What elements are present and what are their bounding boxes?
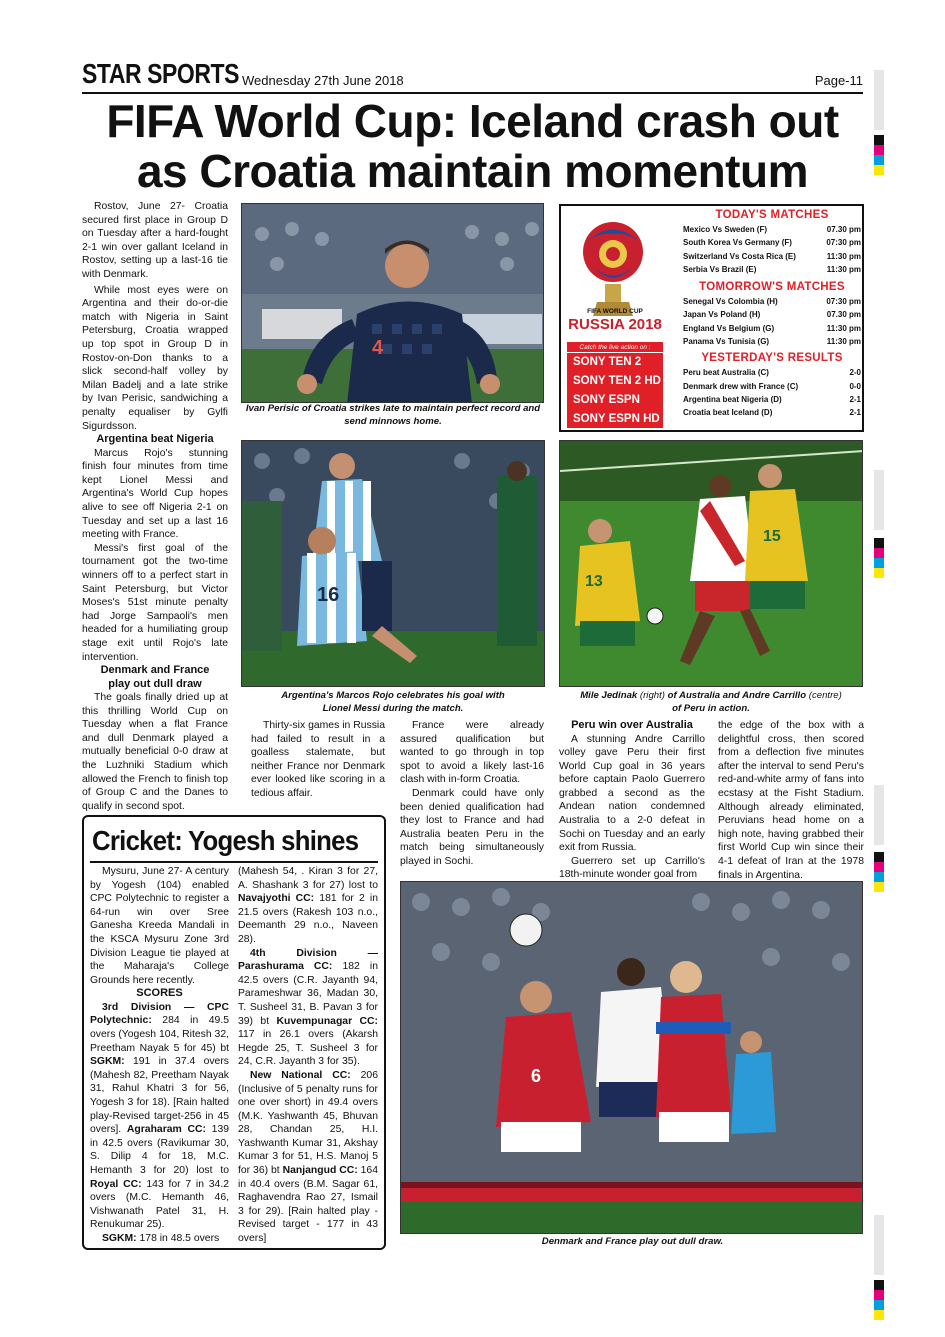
svg-text:6: 6 xyxy=(531,1066,542,1086)
margin-strip xyxy=(874,1215,884,1275)
cmyk-marks xyxy=(874,135,884,175)
cmyk-marks xyxy=(874,538,884,578)
cricket-rule xyxy=(90,861,378,863)
today-row: Mexico Vs Sweden (F) 07.30 pm xyxy=(683,225,861,234)
lead-paragraph-1: Rostov, June 27- Croatia secured first place in Group D on Tuesday after a hard-fought 2-1 win over gallant Iceland in Rostov, setting up a last-16 tie with Denmark. xyxy=(82,201,228,280)
subhead-denmark-1: Denmark and France xyxy=(100,664,210,677)
tomorrow-row: England Vs Belgium (G) 11:30 pm xyxy=(683,323,861,333)
today-row: South Korea Vs Germany (F) 07:30 pm xyxy=(683,238,861,248)
cmyk-marks xyxy=(874,1280,884,1320)
logo-text-2: RUSSIA 2018 xyxy=(568,316,662,333)
denmark-paragraph: The goals finally dried up at this thrilling World Cup on Tuesday when a flat France and dull Denmark played a mutually beneficial 0-0 draw at the Luzhniki Stadium which allowed the French to finish top of Group C and the Danes to qualify in second spot. xyxy=(82,692,228,812)
catch-live-label: Catch the live action on : xyxy=(567,342,663,353)
headline-line-1: FIFA World Cup: Iceland crash out xyxy=(106,95,839,147)
subhead-argentina: Argentina beat Nigeria xyxy=(96,433,214,446)
rojo-messi-photo xyxy=(241,440,545,687)
cricket-box xyxy=(82,815,386,1250)
channel-3: SONY ESPN xyxy=(573,394,640,406)
peru-column-2: the edge of the box with a delightful cross, then scored from a deflection five minutes after the interval to send Peru's red-and-white army of fans into ecstasy at the Fisht Stadium. Although already eliminated, Peruvians head home on a high note, having grabbed their first World Cup win since their 4-1 defeat of Iran at the 1978 finals in Argentina. xyxy=(718,720,864,881)
margin-strip xyxy=(874,785,884,845)
svg-text:15: 15 xyxy=(763,528,781,545)
lead-story-column-1 xyxy=(82,200,228,813)
tomorrow-row: Japan Vs Poland (H) 07.30 pm xyxy=(683,310,861,320)
page-headline xyxy=(82,96,863,196)
channel-4: SONY ESPN HD xyxy=(573,413,660,425)
tomorrow-row: Panama Vs Tunisia (G) 11:30 pm xyxy=(683,337,861,347)
lead-paragraph-2: While most eyes were on Argentina and their do-or-die match with Nigeria in Saint Petersburg, Croatia wrapped up top spot in Group D in Rostov-on-Don thanks to a slick second-half volley by Milan Badelj and a late strike by Ivan Perisic, sandwiching a penalty equaliser by Gylfi Sigurdsson. xyxy=(82,284,228,432)
result-row: Denmark drew with France (C) 0-0 xyxy=(683,381,861,391)
svg-text:13: 13 xyxy=(585,573,603,590)
today-row: Serbia Vs Brazil (E) 11:30 pm xyxy=(683,264,861,274)
tomorrow-title: TOMORROW'S MATCHES xyxy=(699,281,845,294)
result-row: Argentina beat Nigeria (D) 2-1 xyxy=(683,394,861,404)
masthead xyxy=(82,60,863,94)
fixtures-list xyxy=(683,208,861,420)
denmark-france-photo xyxy=(400,881,863,1234)
cmyk-marks xyxy=(874,852,884,892)
subhead-denmark-2: play out dull draw xyxy=(108,677,202,690)
perisic-photo xyxy=(241,203,544,403)
jedinak-carrillo-photo xyxy=(559,440,863,687)
lead-story-column-3: France were already assured qualification but wanted to go through in top spot to avoid a likely last-16 clash with in-form Croatia. Denmark could have only been denied qualification had they lost to France and had Australia beaten Peru in the match being simultaneously played in Sochi. xyxy=(400,720,544,867)
yesterday-title: YESTERDAY'S RESULTS xyxy=(701,352,843,365)
argentina-paragraph-1: Marcus Rojo's stunning finish four minutes from time kept Lionel Messi and Argentina's World Cup hopes alive to see off Nigeria 2-1 on Tuesday and set up a last 16 meeting with France. xyxy=(82,447,228,541)
rojo-caption: Argentina's Marcos Rojo celebrates his goal with Lionel Messi during the match. xyxy=(281,690,505,714)
subhead-peru: Peru win over Australia xyxy=(571,719,693,731)
brand-logo: STAR SPORTS xyxy=(82,58,240,89)
result-row: Croatia beat Iceland (D) 2-1 xyxy=(683,408,861,418)
margin-strip xyxy=(874,470,884,530)
match-schedule-box xyxy=(559,204,864,432)
channel-2: SONY TEN 2 HD xyxy=(573,375,661,387)
svg-text:16: 16 xyxy=(317,584,340,606)
lead-story-column-2: Thirty-six games in Russia had failed to result in a goalless stalemate, but neither France nor Denmark ever looked like scoring in a tedious affair. xyxy=(251,720,385,799)
tomorrow-row: Senegal Vs Colombia (H) 07:30 pm xyxy=(683,297,861,307)
headline-line-2: as Croatia maintain momentum xyxy=(136,145,809,197)
broadcast-channels xyxy=(567,342,663,428)
svg-text:4: 4 xyxy=(372,337,384,359)
perisic-caption: Ivan Perisic of Croatia strikes late to maintain perfect record and send minnows home. xyxy=(245,403,541,427)
dateline: Wednesday 27th June 2018 xyxy=(242,73,404,88)
jedinak-caption: Mile Jedinak (right) of Australia and Andre Carrillo (centre) of Peru in action. xyxy=(580,690,842,714)
today-title: TODAY'S MATCHES xyxy=(715,209,829,221)
argentina-paragraph-2: Messi's first goal of the tournament got the two-time winners off to a perfect start in Saint Petersburg, but Victor Moses's 51st minute penalty had Jorge Sampaoli's men headed for a humiliating group stage exit until Rojo's late intervention. xyxy=(82,542,228,663)
result-row: Peru beat Australia (C) 2-0 xyxy=(683,368,861,378)
margin-strip xyxy=(874,70,884,130)
cricket-title: Cricket: Yogesh shines xyxy=(92,825,359,856)
peru-column-1: Peru win over Australia A stunning Andre Carrillo volley gave Peru their first World Cup goal in 36 years before captain Paolo Guerrero grabbed a second as the Andean nation condemned Australia to a 2-0 defeat in Sochi on Tuesday and an early exit from Russia. Guerrero set up Carrillo's 18th-minute wonder goal from xyxy=(559,719,705,881)
today-row: Switzerland Vs Costa Rica (E) 11:30 pm xyxy=(683,251,861,261)
logo-text-1: FIFA WORLD CUP xyxy=(587,308,643,315)
channel-1: SONY TEN 2 xyxy=(573,356,642,368)
denmark-caption: Denmark and France play out dull draw. xyxy=(541,1236,724,1247)
cricket-column-1: Mysuru, June 27- A century by Yogesh (104) enabled CPC Polytechnic to register a 64-run win over Sree Ganesha Kreeda Mandali in the KSCA Mysuru Zone 3rd Division League tie played at the Maharaja's College Grounds here recently. SCORES 3rd Division — CPC Polytechnic: 284 in 49.5 overs (Yogesh 104, Ritesh 32, Preetham Nayak 5 for 45) bt SGKM: 191 in 37.4 overs (Mahesh 82, Preetham Nayak 31, Rahul Khatri 3 for 56, Yogesh 3 for 18). [Rain halted play-Revised target-256 in 45 overs]. Agraharam CC: 139 in 42.5 overs (Ravikumar 30, S. Dilip 4 for 18, M.C. Hemanth 3 for 20) lost to Royal CC: 143 for 7 in 34.2 overs (M.C. Hemanth 46, Vishwanath Patel 31, H. Renukumar 25). SGKM: 178 in 48.5 overs xyxy=(90,866,229,1244)
page-number: Page-11 xyxy=(814,73,863,88)
cricket-column-2: (Mahesh 54, . Kiran 3 for 27, A. Shashank 3 for 27) lost to Navajyothi CC: 181 for 2 in 21.5 overs (Rakesh 103 n.o., Deemanth 29 n.o., Naveen 28). 4th Division — Parashurama CC: 182 in 42.5 overs (C.R. Jayanth 94, Parameshwar 36, Madan 30, T. Susheel 31, B. Pavan 3 for 39) bt Kuvempunagar CC: 117 in 26.1 overs (Akarsh Hegde 25, T. Susheel 3 for 24, C.R. Jayanth 3 for 35). New National CC: 206 (Inclusive of 5 penalty runs for one over short) in 49.4 overs (M.K. Yashwanth 45, Bhuvan 28, Chandan 25, H.I. Yashwanth Kumar 31, Akshay Kumar 3 for 51, H.S. Manoj 5 for 36) bt Nanjangud CC: 164 in 40.4 overs (B.M. Sagar 61, Raghavendra Rao 27, Ismail 3 for 29). [Rain halted play - Revised target - 177 in 43 overs] xyxy=(238,866,378,1245)
